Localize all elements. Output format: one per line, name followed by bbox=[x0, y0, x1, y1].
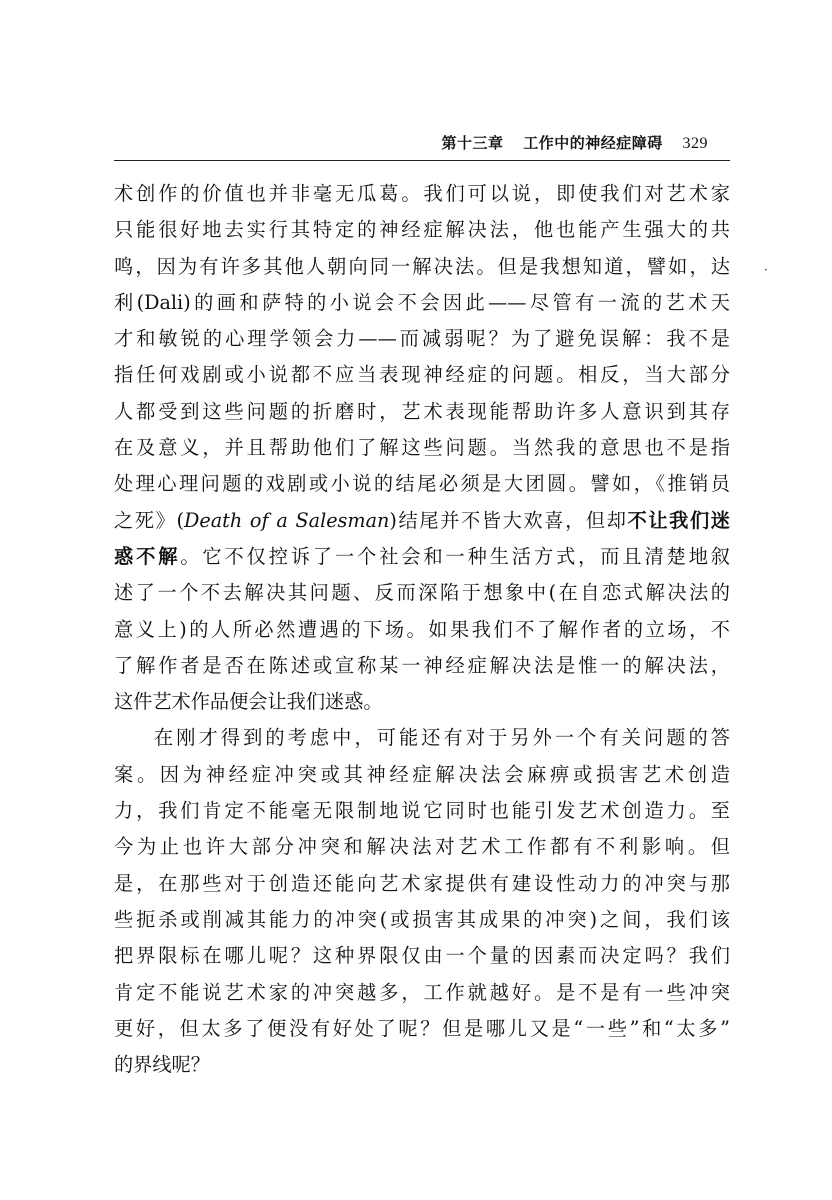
paragraph-2 bbox=[114, 720, 730, 1083]
text-line: 是，在那些对于创造还能向艺术家提供有建设性动力的冲突与那 bbox=[114, 871, 730, 895]
emphasis-text: 惑不解 bbox=[114, 544, 181, 568]
page-number: 329 bbox=[682, 135, 708, 152]
text-line: 术创作的价值也并非毫无瓜葛。我们可以说，即使我们对艺术家 bbox=[114, 182, 730, 205]
book-title-english: Death of a Salesman bbox=[183, 508, 390, 532]
text-line: 案。因为神经症冲突或其神经症解决法会麻痹或损害艺术创造 bbox=[114, 762, 730, 786]
body-text bbox=[114, 176, 730, 1083]
text-line: 更好，但太多了便没有好处了呢？但是哪儿又是“一些”和“太多” bbox=[114, 1016, 730, 1040]
text-line bbox=[114, 503, 730, 539]
text-span: 之死》( bbox=[114, 508, 184, 532]
text-line: 在刚才得到的考虑中，可能还有对于另外一个有关问题的答 bbox=[154, 726, 730, 750]
text-line: 意义上)的人所必然遭遇的下场。如果我们不了解作者的立场，不 bbox=[114, 617, 730, 641]
text-line: 力，我们肯定不能毫无限制地说它同时也能引发艺术创造力。至 bbox=[114, 799, 730, 823]
text-line: 肯定不能说艺术家的冲突越多，工作就越好。是不是有一些冲突 bbox=[114, 980, 730, 1004]
paragraph-1 bbox=[114, 176, 730, 720]
text-line: 指任何戏剧或小说都不应当表现神经症的问题。相反，当大部分 bbox=[114, 363, 730, 387]
text-line: 述了一个不去解决其问题、反而深陷于想象中(在自恋式解决法的 bbox=[114, 581, 730, 605]
text-line: 在及意义，并且帮助他们了解这些问题。当然我的意思也不是指 bbox=[114, 436, 730, 460]
text-line bbox=[114, 539, 730, 575]
text-line: 把界限标在哪儿呢？这种界限仅由一个量的因素而决定吗？我们 bbox=[114, 944, 730, 968]
header-rule bbox=[114, 160, 730, 161]
chapter-title: 工作中的神经症障碍 bbox=[523, 134, 663, 152]
text-line: 处理心理问题的戏剧或小说的结尾必须是大团圆。譬如，《推销员 bbox=[114, 472, 730, 496]
text-line: 了解作者是否在陈述或宣称某一神经症解决法是惟一的解决法， bbox=[114, 653, 730, 677]
text-line: 的界线呢？ bbox=[114, 1053, 210, 1077]
text-line: 鸣，因为有许多其他人朝向同一解决法。但是我想知道，譬如，达 bbox=[114, 254, 730, 278]
text-line: 人都受到这些问题的折磨时，艺术表现能帮助许多人意识到其存 bbox=[114, 399, 730, 423]
margin-mark: · bbox=[764, 263, 768, 277]
text-line: 只能很好地去实行其特定的神经症解决法，他也能产生强大的共 bbox=[114, 218, 730, 242]
text-line: 才和敏锐的心理学领会力——而减弱呢？为了避免误解：我不是 bbox=[114, 327, 730, 351]
running-head bbox=[442, 132, 709, 153]
emphasis-text: 不让我们迷 bbox=[627, 508, 730, 532]
text-span: 。它不仅控诉了一个社会和一种生活方式，而且清楚地叙 bbox=[180, 544, 730, 568]
text-line: 今为止也许大部分冲突和解决法对艺术工作都有不利影响。但 bbox=[114, 835, 730, 859]
text-line: 些扼杀或削减其能力的冲突(或损害其成果的冲突)之间，我们该 bbox=[114, 907, 730, 931]
text-span: )结尾并不皆大欢喜，但却 bbox=[389, 508, 628, 532]
text-line: 利(Dali)的画和萨特的小说会不会因此——尽管有一流的艺术天 bbox=[114, 290, 730, 314]
chapter-number: 第十三章 bbox=[441, 134, 504, 152]
text-line: 这件艺术作品便会让我们迷惑。 bbox=[114, 690, 383, 714]
